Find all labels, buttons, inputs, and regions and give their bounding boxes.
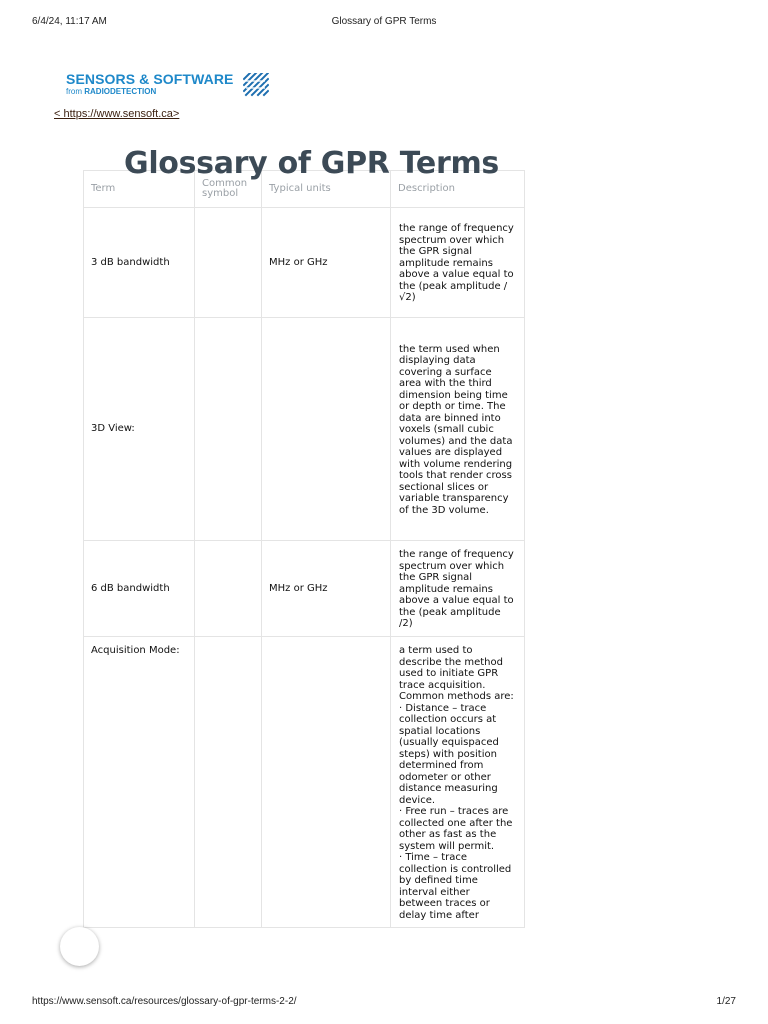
stripe-logo-mark-icon bbox=[243, 73, 269, 97]
logo-from-text: from bbox=[66, 87, 82, 96]
description-line: · Distance – trace collection occurs at spatial locations (usually equispaced steps) with position determined from odometer or other distance measuring device. bbox=[399, 702, 499, 806]
table-row bbox=[84, 318, 525, 541]
row-symbol bbox=[195, 541, 262, 637]
header-description: Description bbox=[391, 171, 525, 208]
row-description: the term used when displaying data covering a surface area with the third dimension being time or depth or time. The data are binned into voxels (small cubic volumes) and the data values are displayed with volume rendering tools that render cross sectional slices or variable transparency of the 3D volume. bbox=[391, 318, 525, 541]
glossary-table-wrap bbox=[83, 170, 525, 928]
row-units: MHz or GHz bbox=[262, 208, 391, 318]
row-symbol bbox=[195, 318, 262, 541]
row-term: Acquisition Mode: bbox=[84, 637, 195, 928]
row-units: MHz or GHz bbox=[262, 541, 391, 637]
row-description bbox=[391, 637, 525, 928]
header-term: Term bbox=[84, 171, 195, 208]
row-term: 3D View: bbox=[84, 318, 195, 541]
header-units: Typical units bbox=[262, 171, 391, 208]
logo-main-text: SENSORS & SOFTWARE bbox=[66, 71, 234, 87]
print-date: 6/4/24, 11:17 AM bbox=[32, 16, 107, 27]
table-row bbox=[84, 541, 525, 637]
page-number: 1/27 bbox=[716, 996, 736, 1007]
floating-circle-button[interactable] bbox=[60, 927, 99, 966]
header-symbol: Common symbol bbox=[195, 171, 262, 208]
site-logo[interactable] bbox=[66, 71, 269, 101]
logo-text bbox=[66, 71, 233, 97]
table-row bbox=[84, 637, 525, 928]
row-term: 6 dB bandwidth bbox=[84, 541, 195, 637]
row-units bbox=[262, 318, 391, 541]
print-header bbox=[32, 16, 736, 30]
row-description: the range of frequency spectrum over which the GPR signal amplitude remains above a value equal to the (peak amplitude / √2) bbox=[391, 208, 525, 318]
glossary-table bbox=[83, 170, 525, 928]
logo-company-text: RADIODETECTION bbox=[84, 87, 157, 96]
home-link[interactable]: < https://www.sensoft.ca> bbox=[54, 108, 180, 120]
description-line: · Time – trace collection is controlled by defined time interval either between traces or delay time after bbox=[399, 852, 512, 921]
table-row bbox=[84, 208, 525, 318]
row-units bbox=[262, 637, 391, 928]
row-symbol bbox=[195, 208, 262, 318]
logo-sub-text bbox=[66, 87, 233, 97]
row-description: the range of frequency spectrum over which the GPR signal amplitude remains above a value equal to the (peak amplitude /2) bbox=[391, 541, 525, 637]
description-line: a term used to describe the method used to initiate GPR trace acquisition. Common methods are: bbox=[399, 645, 514, 702]
description-line: · Free run – traces are collected one after the other as fast as the system will permit. bbox=[399, 806, 513, 852]
page-title: Glossary of GPR Terms bbox=[124, 146, 499, 181]
row-term: 3 dB bandwidth bbox=[84, 208, 195, 318]
print-footer-url: https://www.sensoft.ca/resources/glossary-of-gpr-terms-2-2/ bbox=[32, 996, 297, 1007]
print-title: Glossary of GPR Terms bbox=[331, 16, 437, 27]
row-symbol bbox=[195, 637, 262, 928]
